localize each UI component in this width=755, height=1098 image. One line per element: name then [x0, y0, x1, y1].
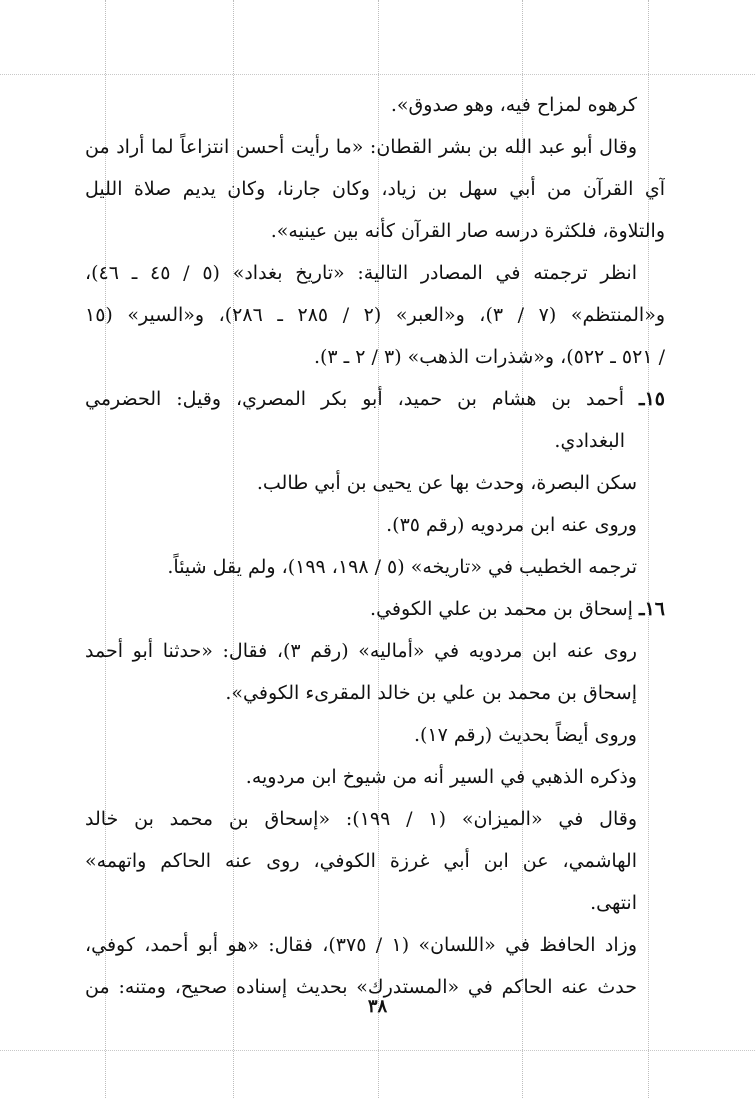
- page-body: [85, 84, 665, 1008]
- line-text: ترجمه الخطيب في «تاريخه» (٥ / ١٩٨، ١٩٩)، ولم يقل شيئاً.: [167, 556, 637, 578]
- text-line: [85, 924, 665, 966]
- line-text: روى عنه ابن مردويه في «أماليه» (رقم ٣)، فقال: «حدثنا أبو أحمد: [85, 640, 637, 662]
- line-text: وذكره الذهبي في السير أنه من شيوخ ابن مردويه.: [245, 766, 637, 788]
- text-line: [85, 168, 665, 210]
- text-line: [85, 504, 665, 546]
- line-text: الهاشمي، عن ابن أبي غرزة الكوفي، روى عنه الحاكم واتهمه»: [85, 850, 638, 872]
- text-line: [85, 546, 665, 588]
- text-line: [85, 756, 665, 798]
- text-line: [85, 882, 665, 924]
- text-line: [85, 336, 665, 378]
- text-line: [85, 420, 665, 462]
- entry-heading-15: [85, 378, 665, 420]
- entry-number: ١٥ـ: [639, 388, 665, 410]
- text-line: [85, 210, 665, 252]
- line-text: آي القرآن من أبي سهل بن زياد، وكان جارنا، وكان يديم صلاة الليل: [85, 178, 665, 200]
- text-line: [85, 294, 665, 336]
- text-line: [85, 714, 665, 756]
- line-text: وقال في «الميزان» (١ / ١٩٩): «إسحاق بن محمد بن خالد: [85, 808, 637, 830]
- line-text: انتهى.: [590, 892, 637, 914]
- line-text: إسحاق بن محمد بن علي بن خالد المقرىء الكوفي».: [225, 682, 637, 704]
- line-text: البغدادي.: [554, 430, 625, 452]
- line-text: إسحاق بن محمد بن علي الكوفي.: [370, 598, 633, 620]
- line-text: و«المنتظم» (٧ / ٣)، و«العبر» (٢ / ٢٨٥ ـ ٢٨٦)، و«السير» (١٥: [85, 304, 665, 326]
- text-line: [85, 84, 665, 126]
- entry-number: ١٦ـ: [639, 598, 665, 620]
- text-line: [85, 630, 665, 672]
- line-text: وروى أيضاً بحديث (رقم ١٧).: [413, 724, 637, 746]
- line-text: وزاد الحافظ في «اللسان» (١ / ٣٧٥)، فقال: «هو أبو أحمد، كوفي،: [85, 934, 637, 956]
- line-text: / ٥٢١ ـ ٥٢٢)، و«شذرات الذهب» (٣ / ٢ ـ ٣).: [313, 346, 665, 368]
- guide-line: [0, 1050, 755, 1051]
- text-line: [85, 798, 665, 840]
- line-text: كرهوه لمزاح فيه، وهو صدوق».: [390, 94, 637, 116]
- line-text: والتلاوة، فلكثرة درسه صار القرآن كأنه بين عينيه».: [270, 220, 665, 242]
- text-line: [85, 840, 665, 882]
- page-number: ٣٨: [367, 996, 388, 1017]
- line-text: انظر ترجمته في المصادر التالية: «تاريخ بغداد» (٥ / ٤٥ ـ ٤٦)،: [85, 262, 637, 284]
- line-text: وروى عنه ابن مردويه (رقم ٣٥).: [386, 514, 637, 536]
- line-text: وقال أبو عبد الله بن بشر القطان: «ما رأيت أحسن انتزاعاً لما أراد من: [85, 136, 637, 158]
- text-line: [85, 462, 665, 504]
- text-line: [85, 672, 665, 714]
- line-text: سكن البصرة، وحدث بها عن يحيى بن أبي طالب.: [256, 472, 637, 494]
- line-text: أحمد بن هشام بن حميد، أبو بكر المصري، وقيل: الحضرمي: [85, 388, 625, 410]
- text-line: [85, 126, 665, 168]
- text-line: [85, 252, 665, 294]
- entry-heading-16: [85, 588, 665, 630]
- guide-line: [0, 74, 755, 75]
- line-text: حدث عنه الحاكم في «المستدرك» بحديث إسناده صحيح، ومتنه: من: [85, 976, 637, 998]
